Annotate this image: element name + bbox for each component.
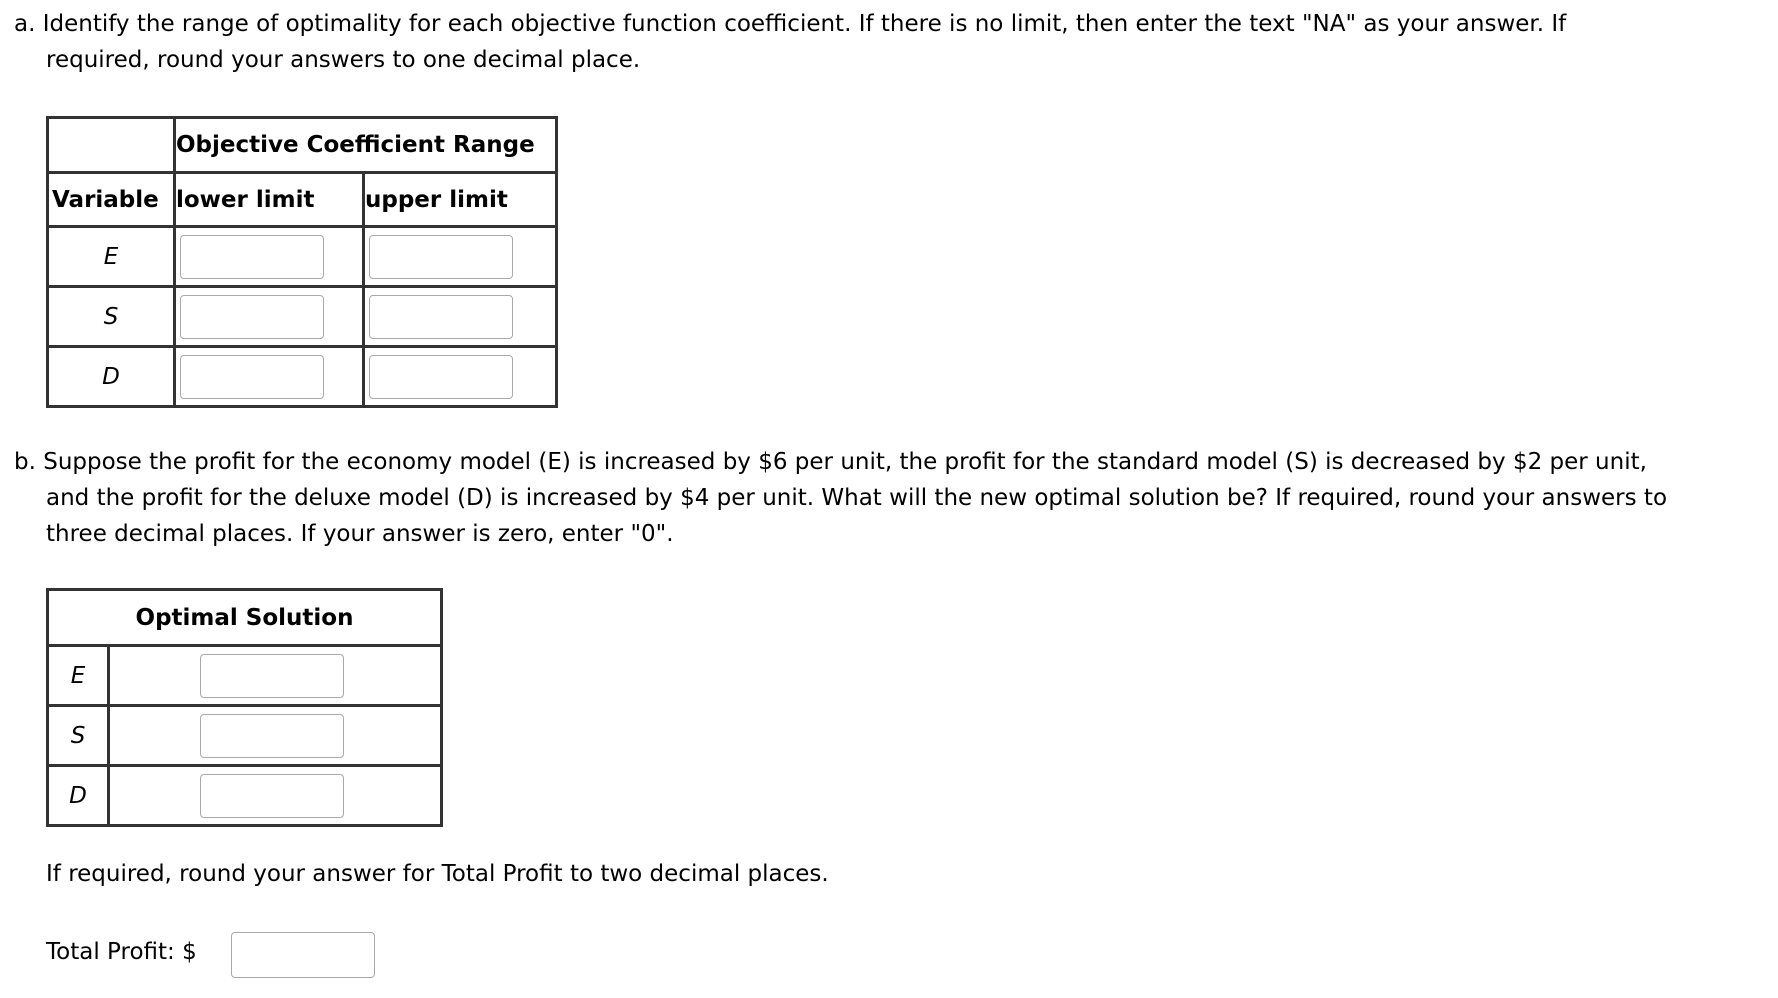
e-optimal-value-input[interactable]: [200, 654, 344, 698]
variable-cell: D: [48, 347, 175, 407]
variable-column-header: Variable: [48, 173, 175, 227]
empty-corner-cell: [48, 118, 175, 173]
optimal-solution-header: Optimal Solution: [48, 590, 442, 646]
s-lower-limit-input[interactable]: [180, 295, 324, 339]
variable-cell: E: [48, 646, 109, 706]
solution-value-cell: [109, 646, 442, 706]
objective-coefficient-range-header: Objective Coefficient Range: [175, 118, 557, 173]
upper-limit-header: upper limit: [364, 173, 557, 227]
s-optimal-value-input[interactable]: [200, 714, 344, 758]
d-upper-limit-input[interactable]: [369, 355, 513, 399]
table-row: [48, 766, 442, 826]
solution-value-cell: [109, 766, 442, 826]
total-profit-input[interactable]: [231, 932, 375, 978]
e-lower-limit-input[interactable]: [180, 235, 324, 279]
solution-value-cell: [109, 706, 442, 766]
upper-limit-cell: [364, 287, 557, 347]
part-b-line-1: b. Suppose the profit for the economy model (E) is increased by $6 per unit, the profit for the standard model (S) is decreased by $2 per unit,: [14, 449, 1647, 475]
profit-rounding-note: If required, round your answer for Total Profit to two decimal places.: [46, 861, 829, 887]
optimal-solution-table: [46, 588, 443, 827]
lower-limit-cell: [175, 287, 364, 347]
table-row: [48, 347, 557, 407]
d-optimal-value-input[interactable]: [200, 774, 344, 818]
variable-cell: S: [48, 706, 109, 766]
d-lower-limit-input[interactable]: [180, 355, 324, 399]
variable-cell: S: [48, 287, 175, 347]
table-row: [48, 646, 442, 706]
lower-limit-cell: [175, 227, 364, 287]
e-upper-limit-input[interactable]: [369, 235, 513, 279]
lower-limit-cell: [175, 347, 364, 407]
part-a-line-1: a. Identify the range of optimality for each objective function coefficient. If there is no limit, then enter the text "NA" as your answer. If: [14, 11, 1567, 37]
part-a-line-2: required, round your answers to one decimal place.: [46, 47, 641, 73]
s-upper-limit-input[interactable]: [369, 295, 513, 339]
part-a-instructions: [14, 6, 1764, 78]
coefficient-range-table: [46, 116, 558, 408]
part-b-line-2: and the profit for the deluxe model (D) is increased by $4 per unit. What will the new optimal solution be? If required, round your answers to: [46, 485, 1668, 511]
table-row: [48, 706, 442, 766]
variable-cell: E: [48, 227, 175, 287]
lower-limit-header: lower limit: [175, 173, 364, 227]
part-b-instructions: [14, 444, 1764, 552]
total-profit-label: Total Profit: $: [46, 939, 197, 965]
part-b-line-3: three decimal places. If your answer is zero, enter "0".: [46, 521, 674, 547]
table-row: [48, 287, 557, 347]
table-row: [48, 227, 557, 287]
upper-limit-cell: [364, 347, 557, 407]
variable-cell: D: [48, 766, 109, 826]
upper-limit-cell: [364, 227, 557, 287]
